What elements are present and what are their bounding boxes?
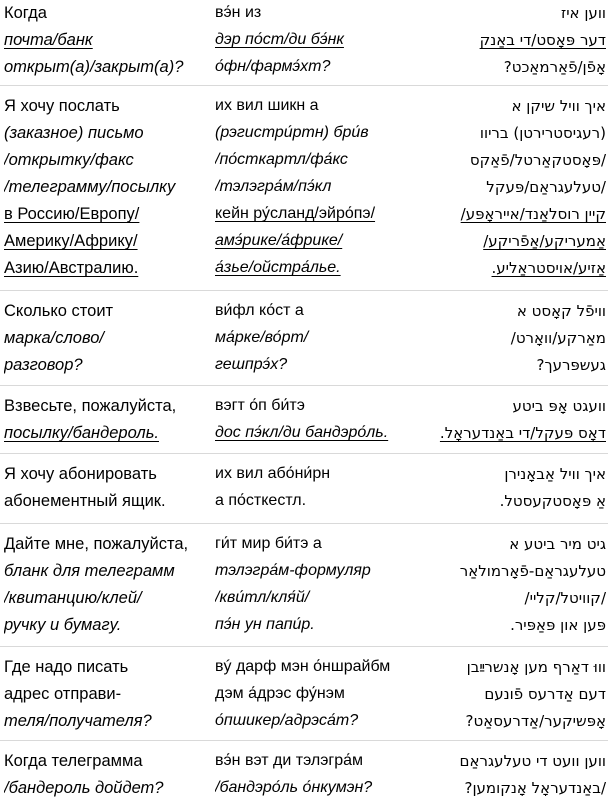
phrase-row — [0, 2, 608, 24]
phrase-row — [0, 750, 608, 772]
phrase-row — [0, 257, 608, 279]
russian-text: адрес отправи- — [4, 685, 122, 703]
yiddish-text: געשפּרעך? — [536, 356, 606, 374]
transliteration-text: ма́рке/во́рт/ — [215, 329, 309, 346]
russian-text: /телеграмму/посылку — [4, 178, 176, 196]
transliteration-text: дос пэ́кл/ди бандэро́ль. — [215, 424, 389, 441]
phrase-row — [0, 560, 608, 582]
yiddish-text: וווּ דאַרף מען אָנשרײַבן — [466, 658, 606, 676]
phrase-row — [0, 203, 608, 225]
russian-text: /открытку/факс — [4, 151, 134, 169]
phrase-row — [0, 463, 608, 485]
phrase-row — [0, 587, 608, 609]
yiddish-text: (רעגיסטרירטן) בריוו — [479, 124, 606, 142]
transliteration-text: тэлэгра́м-формуляр — [215, 562, 371, 579]
phrase-row — [0, 95, 608, 117]
russian-text: посылку/бандероль. — [4, 424, 159, 442]
phrase-row — [0, 683, 608, 705]
transliteration-text: ви́фл ко́ст а — [215, 302, 304, 319]
phrase-row — [0, 490, 608, 512]
section-divider — [0, 523, 608, 524]
transliteration-text: /бандэро́ль о́нкумэн? — [215, 779, 373, 796]
russian-text: разговор? — [4, 356, 83, 374]
phrase-row — [0, 327, 608, 349]
section-divider — [0, 740, 608, 741]
yiddish-text: אַ פּאָסטקעסטל. — [499, 492, 606, 510]
russian-text: бланк для телеграмм — [4, 562, 175, 580]
phrase-row — [0, 56, 608, 78]
russian-text: почта/банк — [4, 31, 93, 49]
russian-text: марка/слово/ — [4, 329, 104, 347]
yiddish-text: דעם אַדרעס פֿונעם — [484, 685, 606, 703]
russian-text: /квитанцию/клей/ — [4, 589, 142, 607]
yiddish-text: אַזיע/אויסטראַליע. — [491, 259, 606, 277]
russian-text: Взвесьте, пожалуйста, — [4, 397, 177, 415]
transliteration-text: /по́сткартл/фа́кс — [215, 151, 348, 168]
russian-text: ручку и бумагу. — [4, 616, 122, 634]
transliteration-text: амэ́рике/а́фрике/ — [215, 232, 343, 249]
yiddish-text: פּען און פּאַפּיר. — [510, 616, 606, 634]
yiddish-text: וועגט אָפּ ביטע — [512, 397, 606, 415]
yiddish-text: וויפֿל קאָסט א — [516, 302, 606, 320]
russian-text: Азию/Австралию. — [4, 259, 139, 277]
yiddish-text: דאָס פּעקל/די באַנדעראָל. — [439, 424, 606, 442]
transliteration-text: гешпрэ́х? — [215, 356, 288, 373]
yiddish-text: אָפּשיקער/אַדרעסאַט? — [465, 712, 606, 730]
phrase-row — [0, 29, 608, 51]
russian-text: Я хочу послать — [4, 97, 120, 115]
phrase-row — [0, 656, 608, 678]
phrase-row — [0, 354, 608, 376]
transliteration-text: пэ́н ун папи́р. — [215, 616, 315, 633]
yiddish-text: אַמעריקע/אַפֿריקע/ — [483, 232, 606, 250]
russian-text: абонементный ящик. — [4, 492, 166, 510]
phrase-row — [0, 533, 608, 555]
yiddish-text: /באַנדעראָל אָנקומען? — [464, 779, 606, 797]
transliteration-text: их вил або́ни́рн — [215, 465, 331, 482]
phrase-row — [0, 422, 608, 444]
transliteration-text: о́фн/фармэ́хт? — [215, 58, 331, 75]
yiddish-text: איך וויל אַבאָנירן — [504, 465, 606, 483]
section-divider — [0, 646, 608, 647]
phrase-row — [0, 230, 608, 252]
section-divider — [0, 85, 608, 86]
yiddish-text: איך וויל שיקן א — [511, 97, 606, 115]
phrase-row — [0, 777, 608, 799]
russian-text: Америку/Африку/ — [4, 232, 138, 250]
transliteration-text: кейн ру́сланд/эйро́пэ/ — [215, 205, 376, 222]
phrase-row — [0, 710, 608, 732]
russian-text: Дайте мне, пожалуйста, — [4, 535, 189, 553]
yiddish-text: דער פּאָסט/די באַנק — [479, 31, 606, 49]
yiddish-text: קיין רוסלאַנד/אייראָפּע/ — [460, 205, 606, 223]
transliteration-text: вэгт о́п би́тэ — [215, 397, 305, 414]
section-divider — [0, 453, 608, 454]
transliteration-text: /кви́тл/кля́й/ — [215, 589, 310, 606]
yiddish-text: מאַרקע/וואָרט/ — [510, 329, 606, 347]
russian-text: (заказное) письмо — [4, 124, 144, 142]
transliteration-text: дэр по́ст/ди бэ́нк — [215, 31, 344, 48]
yiddish-text: /טעלעגראַם/פּעקל — [486, 178, 606, 196]
transliteration-text: а́зье/ойстра́лье. — [215, 259, 341, 276]
transliteration-text: их вил шикн а — [215, 97, 319, 114]
transliteration-text: о́пшикер/адрэса́т? — [215, 712, 359, 729]
russian-text: Сколько стоит — [4, 302, 114, 320]
russian-text: теля/получателя? — [4, 712, 152, 730]
russian-text: /бандероль дойдет? — [4, 779, 164, 797]
transliteration-text: вэ́н вэт ди тэлэгра́м — [215, 752, 364, 769]
phrase-row — [0, 614, 608, 636]
yiddish-text: גיט מיר ביטע א — [509, 535, 606, 553]
transliteration-text: вý дарф мэн о́ншрайбм — [215, 658, 391, 675]
phrase-row — [0, 395, 608, 417]
russian-text: Где надо писать — [4, 658, 129, 676]
transliteration-text: а по́сткестл. — [215, 492, 307, 509]
yiddish-text: /קוויטל/קליי/ — [524, 589, 606, 607]
russian-text: Когда телеграмма — [4, 752, 143, 770]
transliteration-text: вэ́н из — [215, 4, 262, 21]
yiddish-text: טעלעגראַם-פֿאָרמולאַר — [459, 562, 606, 580]
section-divider — [0, 385, 608, 386]
russian-text: в Россию/Европу/ — [4, 205, 140, 223]
section-divider — [0, 290, 608, 291]
yiddish-text: אָפֿן/פֿאַרמאַכט? — [503, 58, 606, 76]
phrase-row — [0, 300, 608, 322]
yiddish-text: ווען איז — [561, 4, 606, 22]
russian-text: Когда — [4, 4, 47, 22]
russian-text: Я хочу абонировать — [4, 465, 157, 483]
russian-text: открыт(а)/закрыт(а)? — [4, 58, 184, 76]
phrase-row — [0, 176, 608, 198]
transliteration-text: дэм а́дрэс фу́нэм — [215, 685, 345, 702]
transliteration-text: /тэлэгра́м/пэ́кл — [215, 178, 332, 195]
transliteration-text: (рэгистри́ртн) бри́в — [215, 124, 369, 141]
transliteration-text: ги́т мир би́тэ а — [215, 535, 322, 552]
phrase-row — [0, 149, 608, 171]
yiddish-text: /פּאָסטקאַרטל/פֿאַקס — [469, 151, 606, 169]
phrase-row — [0, 122, 608, 144]
yiddish-text: ווען וועט די טעלעגראַם — [459, 752, 606, 770]
